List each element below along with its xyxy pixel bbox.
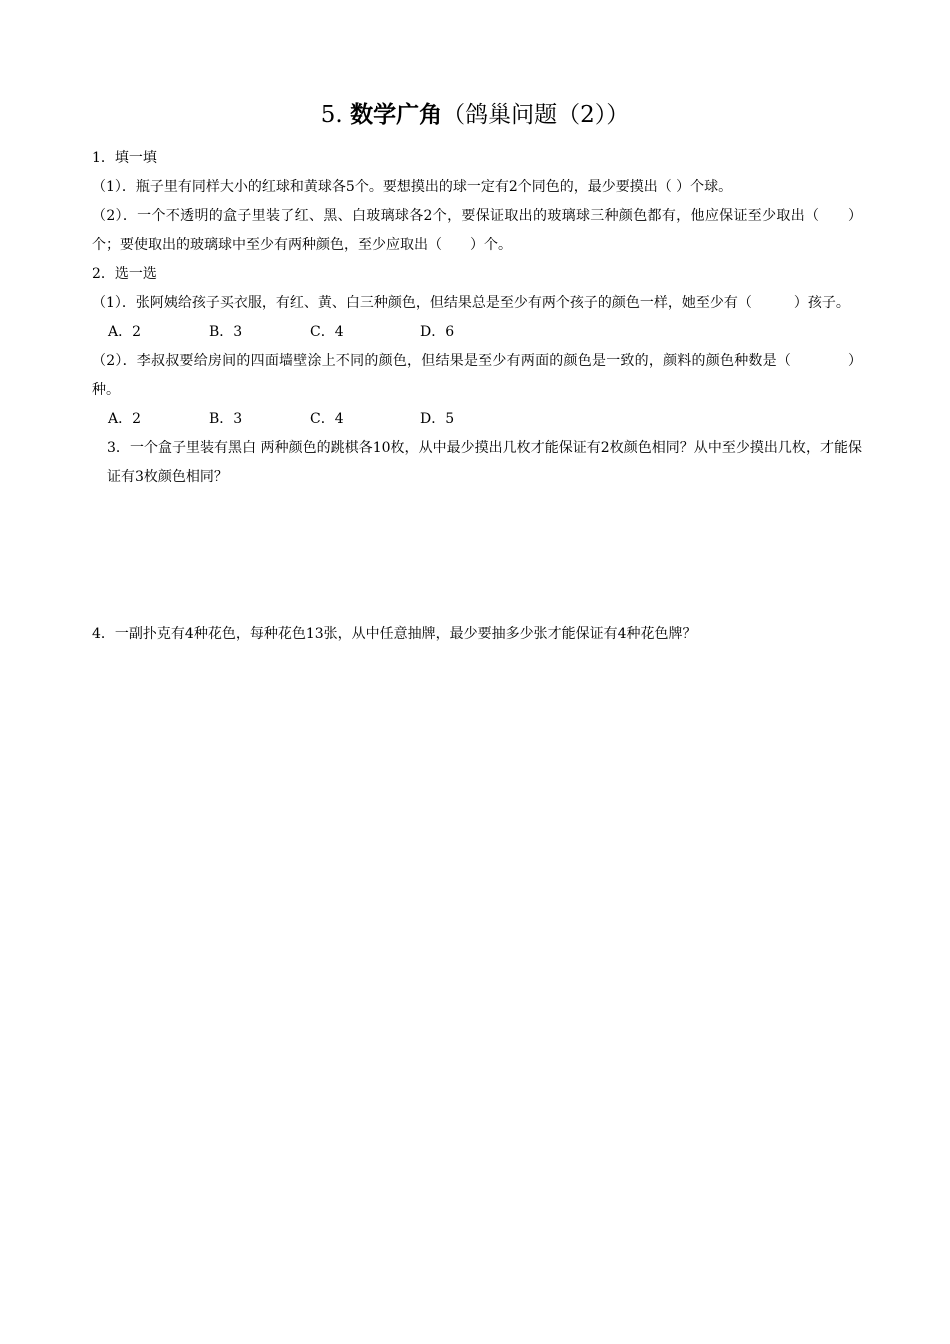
section2-heading: 2．选一选 [92,266,157,282]
option-d: D．5 [420,411,455,427]
option-c: C．4 [310,411,344,427]
title-sub: （鸽巢问题（2）） [442,102,630,128]
section1-question1: （1）．瓶子里有同样大小的红球和黄球各5个。要想摸出的球一定有2个同色的，最少要摸出（ ）个球。 [92,179,733,195]
option-b: B．3 [209,324,243,340]
title-number: 5. [320,102,343,128]
title-main: 数学广角 [350,101,443,128]
section2-question2-options [92,405,862,434]
option-a: A．2 [108,411,142,427]
answer-space [92,492,862,620]
option-a: A．2 [108,324,142,340]
section3-question: 3．一个盒子里装有黑白 两种颜色的跳棋各10枚，从中最少摸出几枚才能保证有2枚颜色相同？从中至少摸出几枚，才能保证有3枚颜色相同？ [107,440,862,485]
option-d: D．6 [420,324,455,340]
section4-question: 4．一副扑克有4种花色，每种花色13张，从中任意抽牌，最少要抽多少张才能保证有4种花色牌？ [92,626,697,642]
section2-question1-options [92,318,862,347]
option-b: B．3 [209,411,243,427]
section2-question1: （1）．张阿姨给孩子买衣服，有红、黄、白三种颜色，但结果总是至少有两个孩子的颜色一样，她至少有（ ）孩子。 [92,295,850,311]
page-title [0,98,950,132]
option-c: C．4 [310,324,344,340]
worksheet-content [92,144,862,649]
section1-question2: （2）．一个不透明的盒子里装了红、黑、白玻璃球各2个，要保证取出的玻璃球三种颜色都有，他应保证至少取出（ ）个；要使取出的玻璃球中至少有两种颜色，至少应取出（ ）个。 [92,208,862,253]
section2-question2: （2）．李叔叔要给房间的四面墙壁涂上不同的颜色，但结果是至少有两面的颜色是一致的，颜料的颜色种数是（ ）种。 [92,353,862,398]
section1-heading: 1．填一填 [92,150,157,166]
